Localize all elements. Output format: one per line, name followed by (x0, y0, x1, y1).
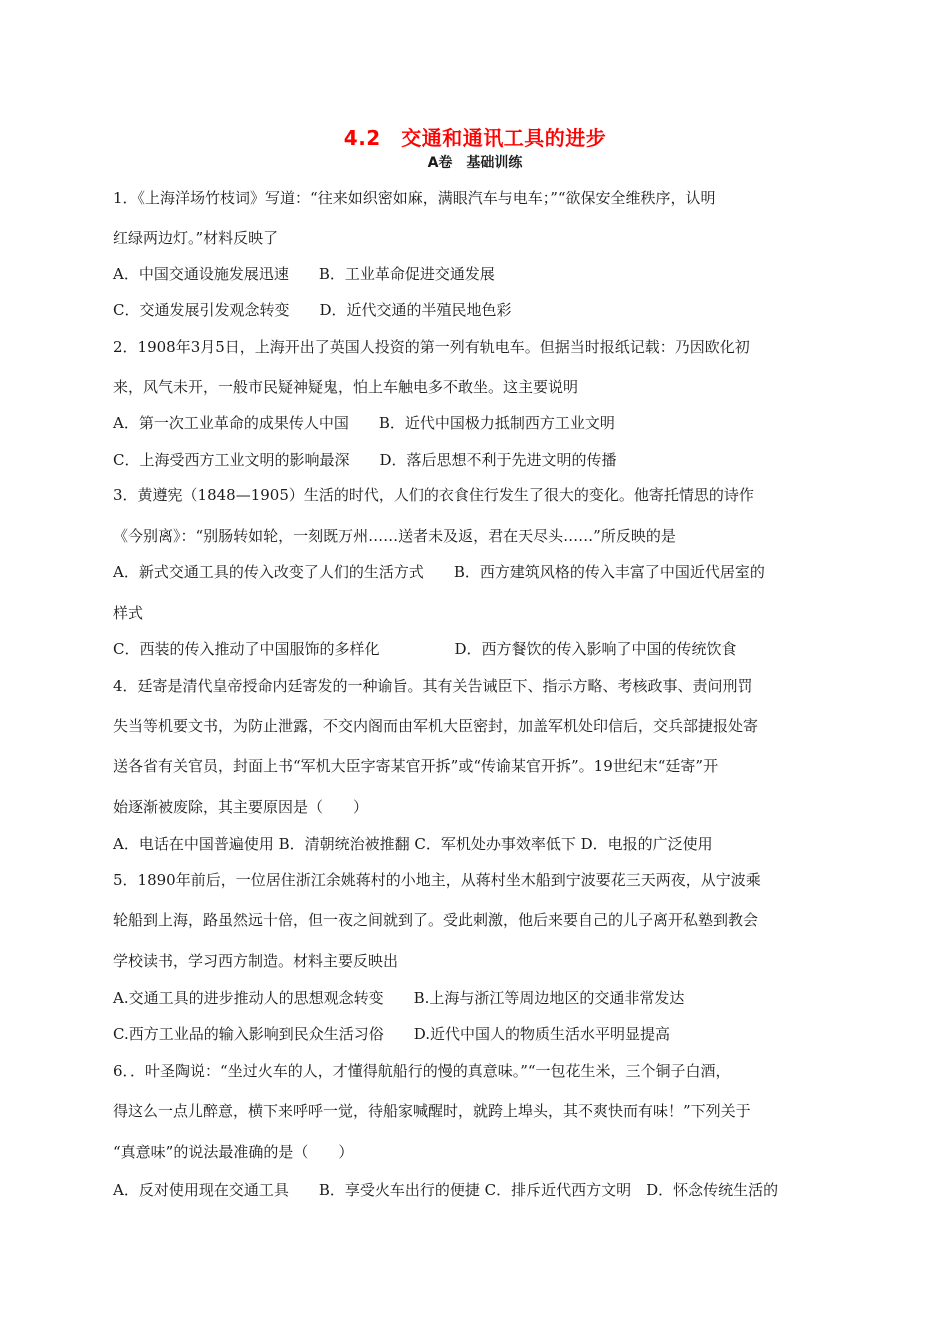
q1-option-line-1: A．中国交通设施发展迅速 B．工业革命促进交通发展 (113, 265, 495, 283)
q1-stem-line-2: 红绿两边灯。”材料反映了 (113, 229, 279, 247)
q4-stem-line-3: 送各省有关官员，封面上书“军机大臣字寄某官开拆”或“传谕某官开拆”。19世纪末“廷寄”开 (113, 757, 719, 775)
q5-stem-line-3: 学校读书，学习西方制造。材料主要反映出 (113, 952, 399, 970)
q2-option-line-1: A．第一次工业革命的成果传人中国 B．近代中国极力抵制西方工业文明 (113, 414, 615, 432)
q1-option-line-2: C．交通发展引发观念转变 D．近代交通的半殖民地色彩 (113, 301, 512, 319)
q6-option-line-1: A．反对使用现在交通工具 B．享受火车出行的便捷 C．排斥近代西方文明 D．怀念传统生活的 (113, 1181, 779, 1199)
q3-stem-line-2: 《今别离》：“别肠转如轮，一刻既万州……送者未及返，君在天尽头……”所反映的是 (113, 527, 676, 545)
q1-stem-line-1: 1．《上海洋场竹枝词》写道：“往来如织密如麻，满眼汽车与电车；”“欲保安全维秩序，认明 (113, 189, 716, 207)
q2-option-line-2: C．上海受西方工业文明的影响最深 D．落后思想不利于先进文明的传播 (113, 451, 617, 469)
page-subtitle: A卷 基础训练 (427, 155, 523, 171)
q6-stem-line-2: 得这么一点儿醉意，横下来呼呼一觉，待船家喊醒时，就跨上埠头，其不爽快而有味！”下列关于 (113, 1102, 751, 1120)
q5-option-line-1: A.交通工具的进步推动人的思想观念转变 B.上海与浙江等周边地区的交通非常发达 (113, 989, 685, 1007)
q4-stem-line-4: 始逐渐被废除，其主要原因是（ ） (113, 798, 369, 816)
q4-stem-line-1: 4．廷寄是清代皇帝授命内廷寄发的一种谕旨。其有关告诫臣下、指示方略、考核政事、责问刑罚 (113, 677, 753, 695)
q3-option-line-2: 样式 (113, 604, 144, 622)
q2-stem-line-1: 2．1908年3月5日，上海开出了英国人投资的第一列有轨电车。但据当时报纸记载：乃因欧化初 (113, 338, 750, 356)
q3-stem-line-1: 3．黄遵宪（1848—1905）生活的时代，人们的衣食住行发生了很大的变化。他寄托情思的诗作 (113, 486, 754, 504)
page-title: 4.2 交通和通讯工具的进步 (343, 126, 607, 150)
q5-option-line-2: C.西方工业品的输入影响到民众生活习俗 D.近代中国人的物质生活水平明显提高 (113, 1025, 670, 1043)
q3-option-line-3: C．西装的传入推动了中国服饰的多样化 D．西方餐饮的传入影响了中国的传统饮食 (113, 640, 737, 658)
q6-stem-line-1: 6．．叶圣陶说：“坐过火车的人，才懂得航船行的慢的真意味。”“一包花生米，三个铜子白酒， (113, 1062, 731, 1080)
q3-option-line-1: A．新式交通工具的传入改变了人们的生活方式 B．西方建筑风格的传入丰富了中国近代居室的 (113, 563, 765, 581)
q5-stem-line-1: 5．1890年前后，一位居住浙江余姚蒋村的小地主，从蒋村坐木船到宁波要花三天两夜，从宁波乘 (113, 871, 761, 889)
q2-stem-line-2: 来，风气未开，一般市民疑神疑鬼，怕上车触电多不敢坐。这主要说明 (113, 378, 579, 396)
q5-stem-line-2: 轮船到上海，路虽然远十倍，但一夜之间就到了。受此刺激，他后来要自己的儿子离开私塾到教会 (113, 911, 759, 929)
q4-option-line-1: A．电话在中国普遍使用 B．清朝统治被推翻 C．军机处办事效率低下 D．电报的广泛使用 (113, 835, 713, 853)
q6-stem-line-3: “真意味”的说法最准确的是（ ） (113, 1143, 354, 1161)
q4-stem-line-2: 失当等机要文书，为防止泄露，不交内阁而由军机大臣密封，加盖军机处印信后，交兵部捷报处寄 (113, 717, 759, 735)
